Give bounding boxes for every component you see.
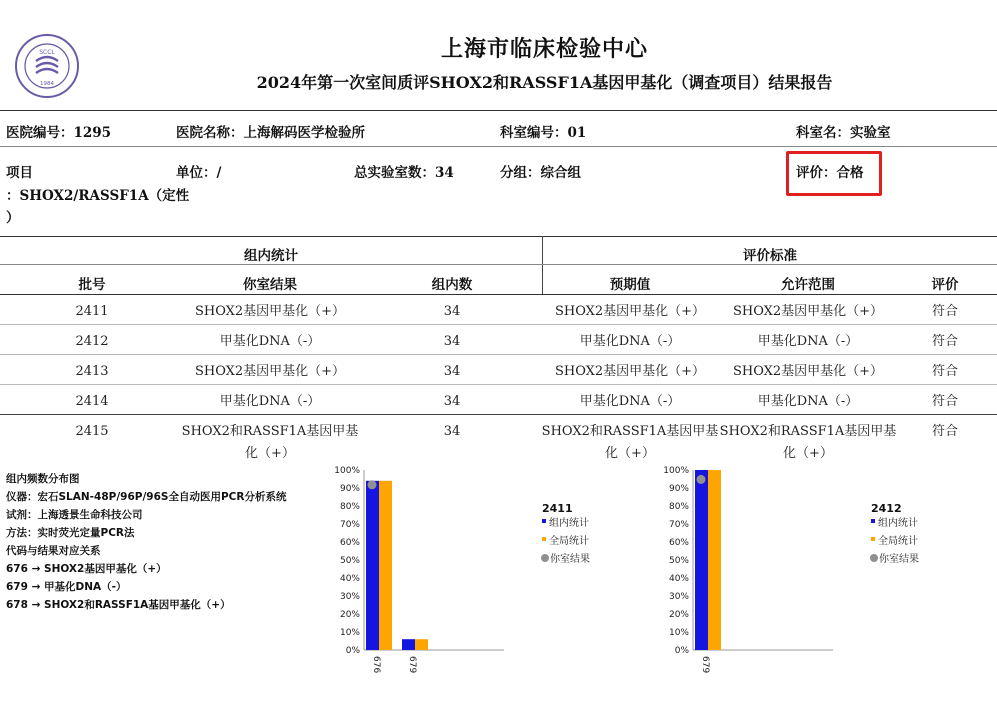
hospital-code: 医院编号：1295: [6, 125, 112, 141]
y-tick-label: 100%: [334, 466, 360, 476]
table-cell-batch: 2414: [75, 394, 109, 409]
dept-name: 科室名：实验室: [796, 125, 891, 141]
y-tick-label: 20%: [339, 610, 360, 620]
instrument: 仪器：宏石SLAN-48P/96P/96S全自动医用PCR分析系统: [6, 491, 287, 503]
legend-swatch-group: [871, 519, 875, 523]
bar-679-group: [402, 639, 415, 650]
method: 方法：实时荧光定量PCR法: [6, 527, 135, 539]
y-tick-label: 60%: [668, 538, 689, 548]
bar-679-group: [695, 470, 708, 650]
divider: [0, 146, 997, 147]
table-cell-count: 34: [443, 424, 461, 439]
table-cell-result: 化（+）: [245, 446, 295, 461]
total-labs: 总实验室数：34: [354, 165, 454, 181]
col-your-result: 你室结果: [243, 277, 297, 293]
code-title: 代码与结果对应关系: [6, 545, 101, 557]
y-tick-label: 80%: [339, 502, 360, 512]
y-tick-label: 100%: [663, 466, 689, 476]
evaluation-highlight-box: [786, 151, 882, 196]
y-tick-label: 90%: [668, 484, 689, 494]
chart-title: 2412: [871, 502, 902, 515]
legend-swatch-global: [542, 537, 546, 541]
table-cell-eval: 符合: [931, 364, 958, 379]
table-cell-result: SHOX2和RASSF1A基因甲基: [181, 424, 359, 439]
table-top-border: [0, 236, 997, 237]
bar-679-global: [708, 470, 721, 650]
dept-code: 科室编号：01: [500, 125, 587, 141]
table-cell-range: SHOX2和RASSF1A基因甲基: [719, 424, 897, 439]
table-cell-range: SHOX2基因甲基化（+）: [732, 304, 884, 319]
table-cell-result: 甲基化DNA（-）: [219, 334, 321, 349]
divider: [0, 110, 997, 111]
y-tick-label: 40%: [668, 574, 689, 584]
table-cell-count: 34: [443, 364, 461, 379]
legend-yours: 你室结果: [550, 554, 590, 565]
y-tick-label: 30%: [668, 592, 689, 602]
legend-swatch-group: [542, 519, 546, 523]
legend-swatch-global: [871, 537, 875, 541]
table-cell-count: 34: [443, 334, 461, 349]
col-allowed-range: 允许范围: [781, 277, 835, 293]
row-divider: [0, 384, 997, 385]
row-divider: [0, 414, 997, 415]
item-name-end: ）: [6, 210, 20, 226]
item-label: 项目: [6, 165, 33, 181]
legend-group: 组内统计: [878, 518, 918, 529]
col-batch: 批号: [78, 277, 106, 293]
col-expected: 预期值: [609, 277, 651, 293]
report-subtitle: 2024年第一次室间质评SHOX2和RASSF1A基因甲基化（调查项目）结果报告: [256, 73, 833, 92]
table-cell-count: 34: [443, 394, 461, 409]
y-tick-label: 0%: [674, 646, 689, 656]
your-result-marker: [368, 480, 377, 489]
table-cell-range: 化（+）: [783, 446, 833, 461]
table-cell-range: 甲基化DNA（-）: [757, 394, 859, 409]
group: 分组：综合组: [500, 165, 581, 181]
bar-676-global: [379, 481, 392, 650]
x-tick-label: 679: [700, 656, 710, 674]
y-tick-label: 20%: [668, 610, 689, 620]
table-cell-result: SHOX2基因甲基化（+）: [194, 364, 346, 379]
section-criteria: 评价标准: [743, 248, 797, 264]
legend-swatch-yours: [541, 554, 549, 562]
reagent: 试剂：上海透景生命科技公司: [6, 509, 143, 521]
legend-global: 全局统计: [549, 536, 589, 547]
bar-676-group: [366, 481, 379, 650]
y-tick-label: 30%: [339, 592, 360, 602]
section-group-stats: 组内统计: [244, 248, 298, 264]
y-tick-label: 70%: [339, 520, 360, 530]
legend-group: 组内统计: [549, 518, 589, 529]
table-cell-range: 甲基化DNA（-）: [757, 334, 859, 349]
y-tick-label: 70%: [668, 520, 689, 530]
table-cell-expected: 甲基化DNA（-）: [579, 394, 681, 409]
col-group-count: 组内数: [431, 277, 473, 293]
table-cell-eval: 符合: [931, 334, 958, 349]
table-cell-eval: 符合: [931, 424, 958, 439]
table-cell-eval: 符合: [931, 304, 958, 319]
hospital-name: 医院名称：上海解码医学检验所: [176, 125, 365, 141]
table-cell-expected: 甲基化DNA（-）: [579, 334, 681, 349]
legend-block: [6, 470, 286, 614]
unit: 单位：/: [176, 165, 222, 181]
evaluation: 评价：合格: [796, 165, 864, 181]
page-title: 上海市临床检验中心: [440, 36, 648, 62]
chart-2412: [655, 462, 955, 702]
bar-679-global: [415, 639, 428, 650]
chart-title: 2411: [542, 502, 573, 515]
table-cell-range: SHOX2基因甲基化（+）: [732, 364, 884, 379]
item-name: ：SHOX2/RASSF1A（定性: [6, 188, 190, 204]
table-cell-expected: SHOX2基因甲基化（+）: [554, 304, 706, 319]
distribution-title: 组内频数分布图: [6, 473, 80, 485]
table-cell-count: 34: [443, 304, 461, 319]
svg-text:SCCL: SCCL: [39, 49, 55, 56]
y-tick-label: 50%: [339, 556, 360, 566]
y-tick-label: 10%: [668, 628, 689, 638]
code-676: 676 → SHOX2基因甲基化（+）: [6, 563, 167, 575]
y-tick-label: 0%: [345, 646, 360, 656]
code-678: 678 → SHOX2和RASSF1A基因甲基化（+）: [6, 599, 231, 611]
table-cell-batch: 2411: [75, 304, 109, 319]
x-tick-label: 679: [407, 656, 417, 674]
y-tick-label: 10%: [339, 628, 360, 638]
table-cell-expected: SHOX2和RASSF1A基因甲基: [541, 424, 719, 439]
table-cell-batch: 2413: [75, 364, 109, 379]
divider: [0, 294, 997, 295]
legend-global: 全局统计: [878, 536, 918, 547]
table-cell-batch: 2415: [75, 424, 109, 439]
legend-yours: 你室结果: [879, 554, 919, 565]
row-divider: [0, 324, 997, 325]
chart-2411: [326, 462, 626, 702]
divider: [0, 264, 997, 265]
your-result-marker: [697, 475, 706, 484]
y-tick-label: 60%: [339, 538, 360, 548]
table-cell-result: 甲基化DNA（-）: [219, 394, 321, 409]
code-679: 679 → 甲基化DNA（-）: [6, 581, 127, 593]
table-cell-result: SHOX2基因甲基化（+）: [194, 304, 346, 319]
col-evaluation: 评价: [931, 277, 959, 293]
svg-text:1984: 1984: [40, 81, 54, 87]
x-tick-label: 676: [371, 656, 381, 674]
y-tick-label: 50%: [668, 556, 689, 566]
y-tick-label: 90%: [339, 484, 360, 494]
table-cell-batch: 2412: [75, 334, 109, 349]
y-tick-label: 40%: [339, 574, 360, 584]
table-cell-eval: 符合: [931, 394, 958, 409]
y-tick-label: 80%: [668, 502, 689, 512]
row-divider: [0, 354, 997, 355]
table-cell-expected: 化（+）: [605, 446, 655, 461]
table-cell-expected: SHOX2基因甲基化（+）: [554, 364, 706, 379]
legend-swatch-yours: [870, 554, 878, 562]
